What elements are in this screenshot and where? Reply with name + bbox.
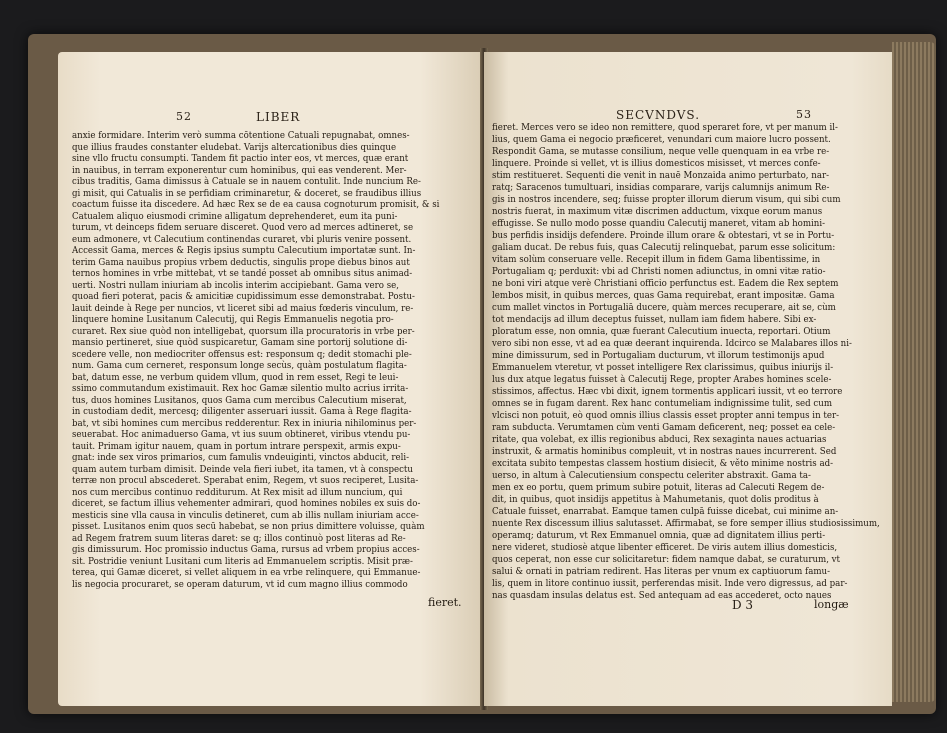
right-text-line: fieret. Merces vero se ideo non remittere, quod speraret fore, vt per manum il- [492, 122, 838, 133]
right-text-line: lus dux atque legatus fuisset à Calecutij Rege, propter Arabes homines scele- [492, 374, 832, 385]
left-text-line: in nauibus, in terram exponerentur cum hominibus, qui eas venderent. Mer- [72, 164, 407, 176]
left-text-line: turum, vt deinceps fidem seruare disceret. Quod vero ad merces adtineret, se [72, 222, 414, 233]
right-text-line: galiam ducat. De rebus fuis, quas Calecutij relinquebat, parum esse solicitum: [492, 242, 836, 253]
left-text-line: sit. Postridie veniunt Lusitani cum literis ad Emmanuelem scriptis. Misit præ- [72, 555, 413, 567]
left-text-line: mesticis sine vlla causa in vinculis detineret, cum ab illis nullam iniuriam acce- [72, 509, 419, 521]
right-text-line: stim restitueret. Sequenti die venit in nauē Monzaida animo perturbato, nar- [492, 170, 830, 181]
left-text-line: num. Gama cum cerneret, responsum longe secùs, quàm postulatum flagita- [72, 360, 407, 371]
right-text-line: cum mallet vinctos in Portugaliā ducere, quàm merces recuperare, ait se, cùm [492, 302, 836, 313]
right-text-line: ram subducta. Verumtamen cùm venti Gamam deficerent, neq; posset ea cele- [492, 422, 836, 433]
left-text-line: nos cum mercibus continuo redditurum. At Rex misit ad illum nuncium, qui [72, 486, 403, 498]
right-text-line: nuente Rex discessum illius salutasset. Affirmabat, se fore semper illius studiosissimum, [492, 518, 880, 529]
left-text-line: gi misit, qui Catualis in se perfidiam criminaretur, & doceret, se fraudibus illius [72, 187, 422, 199]
left-text-line: Accessit Gama, merces & Regis ipsius sumptu Calecutium importatæ sunt. In- [72, 245, 416, 256]
right-text-line: lius, quem Gama ei negocio præficeret, venundari cum maiore lucro possent. [492, 134, 831, 145]
left-text-line: bat, datum esse, ne verbum quidem vllum, quod in rem esset, Regi te leui- [72, 371, 399, 383]
left-text-line: cibus traditis, Gama dimissus à Catuale se in nauem contulit. Inde nuncium Re- [72, 176, 421, 187]
left-text-line: diceret, se factum illius vehementer admirari, quod homines nobiles ex suis do- [72, 498, 421, 509]
left-catchword: fieret. [428, 596, 462, 609]
right-text-line: vlcisci non potuit, eò quod omnis illius classis esset propter anni tempus in ter- [492, 410, 840, 421]
right-text-line: mine dimissurum, sed in Portugaliam ducturum, vt illorum testimonijs apud [492, 350, 825, 361]
right-text-line: bus perfidis insidijs defendere. Proinde illum orare & obtestari, vt se in Portu- [492, 230, 835, 241]
right-text-line: excitata subito tempestas classem hostium disiecit, & věto minime nostris ad- [492, 458, 834, 469]
left-text-line: tauit. Primam igitur nauem, quam in portum intrare perspexit, armis expu- [72, 440, 401, 452]
right-running-head: SECVNDVS. [616, 108, 701, 122]
right-text-line: stissimos, affectus. Hæc vbi dixit, ignem tormentis applicari iussit, vt eo terrore [492, 386, 843, 397]
right-catchword: longæ [814, 598, 849, 611]
right-text-line: nas quasdam insulas delatus est. Sed antequam ad eas accederet, octo naues [492, 590, 832, 601]
left-text-line: sine vllo fructu consumpti. Tandem fit pactio inter eos, vt merces, quæ erant [72, 153, 409, 164]
left-running-head: LIBER [256, 110, 301, 124]
left-text-line: lauit deinde à Rege per nuncios, vt liceret sibi ad maius fœderis vinculum, re- [72, 302, 414, 314]
right-text-line: operamq; daturum, vt Rex Emmanuel omnia, quæ ad dignitatem illius perti- [492, 530, 826, 541]
open-book [28, 34, 936, 714]
left-text-line: terea, qui Gamæ diceret, si vellet aliquem in ea vrbe relinquere, qui Emmanue- [72, 567, 421, 578]
right-text-line: ratq; Saracenos tumultuari, insidias comparare, varijs calumnijs animum Re- [492, 182, 830, 193]
left-text-line: tus, duos homines Lusitanos, quos Gama cum mercibus Calecutium miserat, [72, 394, 407, 406]
right-text-line: men ex eo portu, quem primum subire potuit, literas ad Calecuti Regem de- [492, 482, 825, 493]
left-text-block [72, 130, 440, 590]
left-text-line: ternos homines in vrbe mittebat, vt se tandé posset ab omnibus situs animad- [72, 268, 413, 279]
left-text-line: ad Regem fratrem suum literas daret: se q; illos continuò post literas ad Re- [72, 532, 406, 544]
right-text-line: nostris fuerat, in maximum vitæ discrimen adductum, vixque eorum manus [492, 206, 823, 217]
left-folio: 52 [176, 110, 192, 123]
right-text-line: vero sibi non esse, vt ad ea quæ deerant inquirenda. Idcirco se Malabares illos ni- [492, 338, 852, 349]
right-text-line: nere videret, studiosè atque libenter efficeret. De viris autem illius domesticis, [492, 542, 838, 553]
page-edges [892, 42, 936, 702]
left-text-line: quam autem turbam dimisit. Deinde vela fieri iubet, ita tamen, vt à conspectu [72, 463, 413, 475]
left-text-line: uerti. Nostri nullam iniuriam ab incolis interim accipiebant. Gama vero se, [72, 279, 399, 291]
right-text-line: ploratum esse, non omnia, quæ fuerant Calecutium inuecta, reportari. Otium [492, 326, 831, 337]
right-text-line: quos ceperat, non esse cur solicitaretur: fidem namque dabat, se curaturum, vt [492, 554, 841, 565]
left-text-line: seuerabat. Hoc animaduerso Gama, vt ius suum obtineret, viribus vtendu pu- [72, 429, 411, 440]
left-text-line: quoad fieri poterat, pacis & amicitiæ cupidissimum esse demonstrabat. Postu- [72, 291, 415, 302]
right-folio: 53 [796, 108, 812, 121]
left-text-line: scedere velle, non mediocriter offensus est: responsum q; dedit stomachi ple- [72, 348, 412, 360]
right-text-line: ne boni viri atque verè Christiani officio perfunctus est. Eadem die Rex septem [492, 278, 839, 289]
left-text-line: eum admonere, vt Calecutium continendas curaret, vbi pluris venire possent. [72, 233, 412, 245]
left-text-line: curaret. Rex siue quòd non intelligebat, quorsum illa procuratoris in vrbe per- [72, 325, 415, 337]
left-text-line: que illius fraudes constanter eludebat. Varijs altercationibus dies quinque [72, 141, 397, 153]
left-text-line: gnat: inde sex viros primarios, cum famulis vndeuiginti, vinctos abducit, reli- [72, 452, 410, 463]
left-text-line: bat, vt sibi homines cum mercibus redderentur. Rex in iniuria nihilominus per- [72, 417, 417, 429]
right-text-line: Emmanuelem vteretur, vt posset intelligere Rex clarissimus, quibus iniurijs il- [492, 362, 834, 373]
left-text-line: pisset. Lusitanos enim quos secū habebat, se non prius dimittere voluisse, quàm [72, 521, 425, 532]
left-text-line: mansio pertineret, siue quòd suspicaretur, Gamam sine portorij solutione di- [72, 337, 408, 348]
right-text-block [492, 122, 880, 602]
left-text-line: linquere homine Lusitanum Calecutij, qui Regis Emmanuelis negotia pro- [72, 314, 394, 325]
right-text-line: Respondit Gama, se mutasse consilium, neque velle quenquam in ea vrbe re- [492, 146, 830, 157]
right-text-line: effugisse. Se nullo modo posse quandiu Calecutij maneret, vitam ab homini- [492, 218, 826, 229]
right-text-line: dit, in quibus, quot insidijs appetitus à Mahumetanis, quot dolis proditus à [492, 494, 819, 505]
left-text-line: in custodiam dedit, mercesq; diligenter asseruari iussit. Gama à Rege flagita- [72, 406, 412, 417]
left-text-line: coactum fuisse ita discedere. Ad hæc Rex se de ea causa cognoturum promisit, & si [72, 199, 440, 210]
right-text-line: Catuale fuisset, enarrabat. Eamque tamen culpā fuisse dicebat, cui minime an- [492, 506, 839, 517]
right-text-line: lembos misit, in quibus merces, quas Gama requirebat, erant impositæ. Gama [492, 290, 835, 301]
left-text-line: terim Gama nauibus propius vrbem deductis, singulis prope diebus binos aut [72, 256, 410, 268]
left-text-line: lis negocia procuraret, se operam daturum, vt id cum magno illius commodo [72, 578, 408, 590]
right-text-line: tot mendacijs ad illum deceptus fuisset, nullam iam fidem habere. Sibi ex- [492, 314, 817, 325]
left-page [58, 52, 484, 706]
right-text-line: ritate, qua volebat, ex illis regionibus abduci, Rex sexaginta naues actuarias [492, 434, 827, 445]
right-text-line: salui & ornati in patriam redirent. Has literas per vnum ex captiuorum famu- [492, 566, 831, 577]
right-text-line: lis, quem in litore continuo iussit, perferendas misit. Inde vero digressus, ad par- [492, 578, 848, 589]
right-text-line: uerso, in altum à Calecutiensium conspectu celeriter abstraxit. Gama ta- [492, 470, 811, 481]
right-text-line: gis in nostros incendere, seq; fuisse propter illorum dierum visum, qui sibi cum [492, 194, 841, 205]
right-text-line: linquere. Proinde si vellet, vt is illius domesticos misisset, vt merces confe- [492, 158, 821, 169]
right-text-line: Portugaliam q; perduxit: vbi ad Christi nomen adiunctus, in omni vitæ ratio- [492, 266, 826, 277]
left-text-line: gis dimissurum. Hoc promissio inductus Gama, rursus ad vrbem propius acces- [72, 544, 420, 555]
right-page [484, 52, 892, 706]
left-text-line: Catualem aliquo eiusmodi crimine alligatum deprehenderet, eum ita puni- [72, 210, 398, 222]
left-text-line: ssimo commutandum existimauit. Rex hoc Gamæ silentio multo acrius irrita- [72, 383, 409, 394]
right-text-line: omnes se in fugam darent. Rex hanc contumeliam indignissime tulit, sed cum [492, 398, 833, 409]
right-text-line: instruxit, & armatis hominibus compleuit, vt in nostras naues incurrerent. Sed [492, 446, 837, 457]
left-text-line: anxie formidare. Interim verò summa cōtentione Catuali repugnabat, omnes- [72, 130, 410, 141]
right-text-line: vitam solùm conseruare velle. Recepit illum in fidem Gama libentissime, in [492, 254, 821, 265]
signature-mark: D 3 [732, 598, 754, 612]
left-text-line: terræ non procul abscederet. Sperabat enim, Regem, vt suos reciperet, Lusita- [72, 475, 419, 486]
